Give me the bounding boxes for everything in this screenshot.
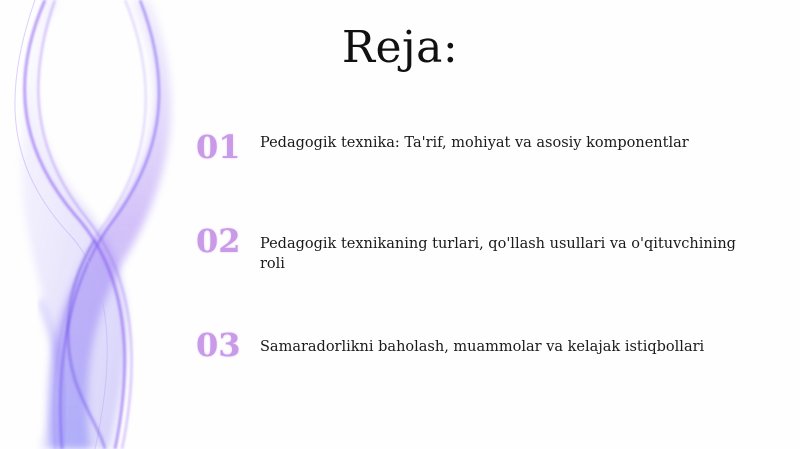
agenda-item-number: 01 (196, 128, 241, 166)
agenda-item-text: Samaradorlikni baholash, muammolar va kelajak istiqbollari (260, 339, 705, 355)
agenda-item-number: 02 (196, 222, 241, 260)
agenda-item-text: Pedagogik texnika: Ta'rif, mohiyat va asosiy komponentlar (260, 135, 689, 151)
purple-smoke-ribbon-decoration (0, 0, 200, 449)
slide-title: Reja: (341, 22, 459, 73)
agenda-item-number: 03 (196, 326, 241, 364)
agenda-item-text: Pedagogik texnikaning turlari, qo'llash usullari va o'qituvchining roli (260, 236, 736, 272)
